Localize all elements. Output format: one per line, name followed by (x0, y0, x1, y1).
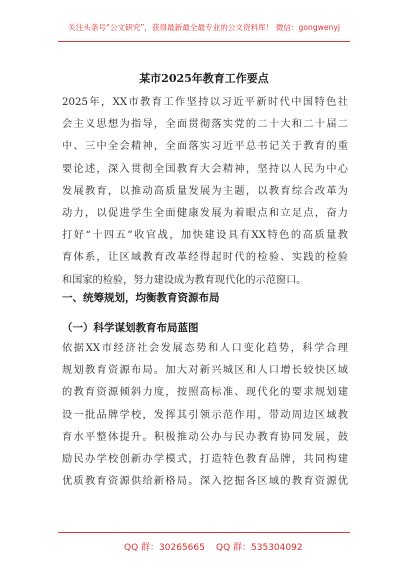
qq-group-2: QQ 群：535304092 (216, 543, 303, 553)
document-title: 某市2025年教育工作要点 (139, 72, 269, 85)
text-line: 育体系，让区域教育改革经得起时代的检验、实践的检验 (62, 252, 348, 264)
section-paragraph (62, 338, 348, 493)
text-line: 规划教育资源布局。加大对新兴城区和人口增长较快区域 (62, 365, 348, 377)
text-line: 的教育资源倾斜力度，按照高标准、现代化的要求规划建 (62, 387, 348, 399)
text-line: 励民办学校创新办学模式，打造特色教育品牌，共同构建 (62, 453, 348, 465)
top-divider (58, 41, 350, 42)
text-line: 育水平整体提升。积极推动公办与民办教育协同发展，鼓 (62, 431, 348, 443)
text-line: 会主义思想为指导，全面贯彻落实党的二十大和二十届二 (62, 119, 348, 131)
text-line: 2025年，XX市教育工作坚持以习近平新时代中国特色社 (62, 97, 348, 108)
bottom-divider (58, 532, 350, 533)
section-heading: 一、统筹规划，均衡教育资源布局 (62, 292, 220, 304)
text-line: 和国家的检验，努力建设成为教育现代化的示范窗口。 (62, 274, 307, 286)
subsection-heading: （一）科学谋划教育布局蓝图 (62, 322, 199, 334)
text-line: 要论述，深入贯彻全国教育大会精神，坚持以人民为中心 (62, 163, 348, 175)
text-line: 依据XX市经济社会发展态势和人口变化趋势，科学合理 (62, 343, 348, 354)
text-line: 优质教育资源供给新格局。深入挖掘各区域的教育资源优 (62, 476, 348, 488)
text-line: 动力，以促进学生全面健康发展为着眼点和立足点，奋力 (62, 207, 348, 219)
promo-banner: 关注头条号“公文研究”，获得最新最全最专业的公文资料库！ 微信：gongwenyj (68, 23, 340, 32)
intro-paragraph (62, 92, 348, 292)
qq-group-1: QQ 群：30265665 (124, 543, 205, 553)
text-line: 打好“十四五”收官战，加快建设具有XX特色的高质量教 (62, 230, 348, 242)
text-line: 发展教育，以推动高质量发展为主题，以教育综合改革为 (62, 185, 348, 197)
text-line: 设一批品牌学校，发挥其引领示范作用，带动周边区域教 (62, 409, 348, 421)
text-line: 中、三中全会精神，全面落实习近平总书记关于教育的重 (62, 141, 348, 153)
